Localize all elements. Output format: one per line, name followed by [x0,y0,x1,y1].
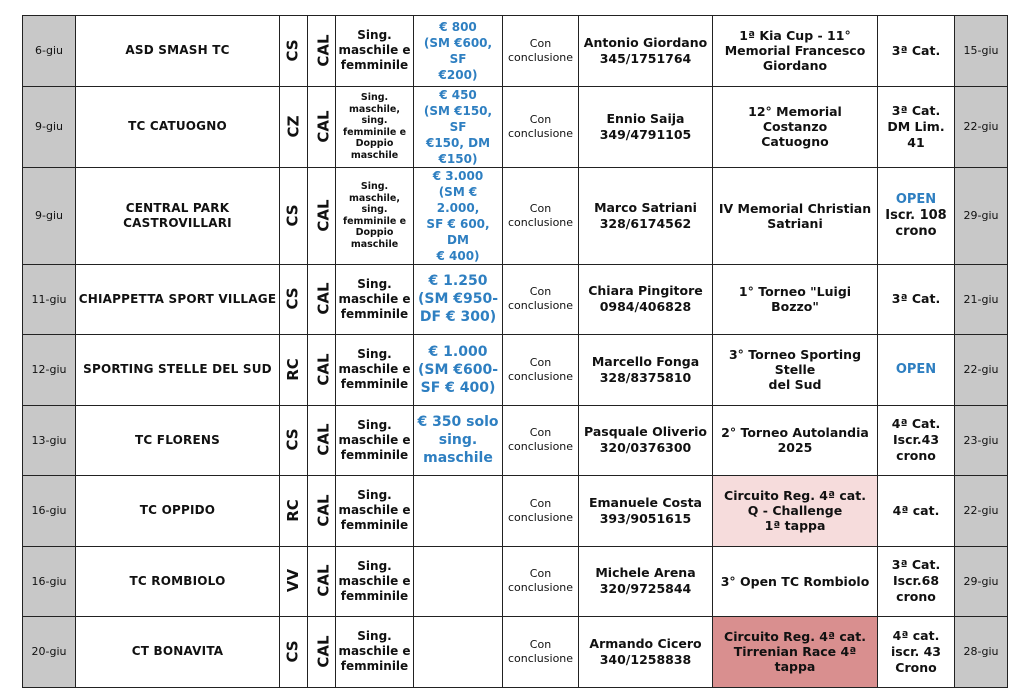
province-label: CS [284,39,302,62]
tournament-name-cell [713,264,878,335]
prize-money-line: € 350 solo [417,414,499,431]
category-line: crono [896,589,936,605]
province-label: CS [284,203,302,227]
prize-money-line: SF € 600, DM [426,216,490,247]
event-type-line: femminile [340,377,409,392]
format-cell [503,264,579,335]
contact-cell [579,264,713,335]
table-row [23,335,1008,406]
event-type-line: femminile [340,58,409,73]
category-line: crono [895,223,937,239]
category-cell [878,167,955,264]
event-type-cell [336,167,414,264]
prize-money-cell [414,617,503,688]
format-cell [503,476,579,547]
tournament-name-line: 12° Memorial Costanzo [748,104,842,134]
start-date-cell: 9-giu [23,167,76,264]
event-type-cell [336,405,414,476]
province-cell [280,167,308,264]
prize-money-cell [414,86,503,167]
tournament-name-line: 1ª tappa [764,518,826,534]
region-label: CAL [314,353,333,386]
event-type-line: maschile e [338,432,411,447]
format-line: Con [529,285,552,299]
category-line: Crono [895,659,937,675]
category-line: OPEN [895,361,937,377]
contact-line: 345/1751764 [599,50,692,66]
region-label: CAL [314,564,333,597]
table-row [23,476,1008,547]
format-line: Con [529,426,552,440]
event-type-line: femminile [340,447,409,462]
province-cell [280,86,308,167]
club-name-cell: ASD SMASH TC [76,16,280,87]
category-line: Iscr.68 [892,573,940,589]
category-line: 4ª cat. [892,502,940,518]
category-cell [878,86,955,167]
contact-line: 393/9051615 [599,510,692,526]
format-cell [503,546,579,617]
prize-money-cell [414,16,503,87]
contact-cell [579,335,713,406]
contact-line: 320/0376300 [599,440,692,456]
category-line: Iscr.43 [892,432,940,448]
prize-money-line: € 1.000 [428,343,488,360]
end-date-cell: 22-giu [955,86,1008,167]
event-type-line: Sing. [360,181,389,192]
start-date-cell: 16-giu [23,546,76,617]
tournament-table [22,15,1008,688]
start-date-cell: 6-giu [23,16,76,87]
start-date-cell: 9-giu [23,86,76,167]
category-cell [878,264,955,335]
contact-line: 328/8375810 [599,369,692,385]
province-cell [280,335,308,406]
contact-line: Pasquale Oliverio [584,424,707,440]
contact-cell [579,16,713,87]
category-cell [878,617,955,688]
province-cell [280,16,308,87]
tournament-name-line: Catuogno [761,134,829,149]
end-date-cell: 21-giu [955,264,1008,335]
format-line: Con [529,201,552,215]
tournament-name-cell [713,617,878,688]
event-type-cell [336,546,414,617]
prize-money-line: maschile [423,450,493,467]
prize-money-line: (SM €600- [417,361,499,378]
event-type-cell [336,16,414,87]
prize-money-line: € 3.000 [432,168,484,183]
category-line: 3ª Cat. [891,42,941,58]
category-cell [878,476,955,547]
event-type-line: maschile e [338,644,411,659]
event-type-line: Sing. [357,488,392,503]
province-cell [280,476,308,547]
table-row [23,617,1008,688]
tournament-name-line: 2° Torneo Autolandia [721,425,869,441]
region-cell [308,617,336,688]
contact-line: 349/4791105 [599,126,692,142]
format-cell [503,335,579,406]
prize-money-line: € 1.250 [428,273,488,290]
prize-money-cell [414,546,503,617]
start-date-cell: 11-giu [23,264,76,335]
category-line: crono [896,448,936,464]
end-date-cell: 23-giu [955,405,1008,476]
region-label: CAL [314,635,333,668]
prize-money-line: € 800 [439,19,477,34]
end-date-cell: 22-giu [955,335,1008,406]
contact-cell [579,405,713,476]
contact-line: Marcello Fonga [591,353,700,369]
province-cell [280,264,308,335]
end-date-cell: 22-giu [955,476,1008,547]
format-cell [503,167,579,264]
tournament-name-line: del Sud [768,377,822,393]
event-type-line: maschile e [338,43,411,58]
province-label: RC [284,357,302,381]
event-type-line: Sing. [357,558,392,573]
province-label: CS [284,287,302,310]
region-label: CAL [314,494,333,527]
format-line: Con [529,496,552,510]
province-cell [280,405,308,476]
contact-line: Emanuele Costa [588,494,702,510]
tournament-name-line: Circuito Reg. 4ª cat. [724,488,866,504]
tournament-name-line: 1ª Kia Cup - 11° [739,28,851,44]
prize-money-line: €200) [438,67,478,82]
category-cell [878,546,955,617]
format-line: conclusione [507,651,574,665]
club-name-cell: TC CATUOGNO [76,86,280,167]
event-type-line: Doppio [355,227,394,238]
event-type-line: Sing. [357,347,392,362]
prize-money-line: €150) [438,151,478,166]
prize-money-line: (SM €150, SF [423,103,493,134]
event-type-line: maschile e [338,503,411,518]
event-type-line: femminile [340,518,409,533]
province-label: CS [284,640,302,663]
region-cell [308,405,336,476]
event-type-line: maschile e [338,573,411,588]
region-cell [308,476,336,547]
tournament-name-cell [713,86,878,167]
format-line: conclusione [507,440,574,454]
prize-money-cell [414,405,503,476]
format-line: conclusione [507,510,574,524]
event-type-line: Sing. [357,629,392,644]
table-row [23,167,1008,264]
tournament-name-cell [713,546,878,617]
prize-money-line: DF € 300) [419,309,497,326]
format-line: conclusione [507,50,574,64]
event-type-line: femminile [340,659,409,674]
region-cell [308,546,336,617]
club-name-cell: CENTRAL PARK CASTROVILLARI [76,167,280,264]
contact-line: 328/6174562 [599,215,692,231]
end-date-cell: 15-giu [955,16,1008,87]
event-type-line: maschile, [349,192,400,204]
format-cell [503,16,579,87]
region-cell [308,264,336,335]
end-date-cell: 29-giu [955,167,1008,264]
prize-money-line: € 450 [439,87,477,102]
format-line: conclusione [507,215,574,229]
tournament-name-line: IV Memorial Christian [718,200,872,216]
province-label: RC [284,498,302,522]
contact-line: Ennio Saija [606,110,685,126]
category-cell [878,335,955,406]
contact-cell [579,546,713,617]
category-line: DM Lim. 41 [887,118,945,150]
table-row [23,86,1008,167]
category-line: OPEN [895,191,937,207]
contact-line: Armando Cicero [589,635,702,651]
tournament-name-line: Circuito Reg. 4ª cat. [724,629,866,645]
event-type-line: maschile, [349,103,400,115]
contact-cell [579,167,713,264]
category-line: iscr. 43 [890,643,941,659]
event-type-line: Doppio [355,138,394,149]
format-line: conclusione [507,369,574,383]
category-line: 4ª cat. [892,627,940,643]
region-label: CAL [314,198,333,232]
event-type-line: maschile e [338,291,411,306]
event-type-line: femminile [340,588,409,603]
region-label: CAL [314,109,333,143]
tournament-name-line: Tirrenian Race 4ª [733,644,857,660]
format-line: Con [529,567,552,581]
event-type-line: maschile e [338,362,411,377]
start-date-cell: 20-giu [23,617,76,688]
format-line: Con [529,36,552,50]
tournament-name-cell [713,405,878,476]
event-type-line: femminile e [342,215,407,227]
tournament-name-cell [713,16,878,87]
club-name-cell: SPORTING STELLE DEL SUD [76,335,280,406]
tournament-name-line: 1° Torneo "Luigi Bozzo" [738,284,852,315]
event-type-cell [336,335,414,406]
category-line: 3ª Cat. [891,291,941,307]
format-line: conclusione [507,581,574,595]
tournament-name-cell [713,167,878,264]
region-cell [308,16,336,87]
table-row [23,264,1008,335]
prize-money-line: sing. [438,432,478,449]
event-type-line: femminile [340,306,409,321]
event-type-line: sing. [361,204,388,215]
prize-money-cell [414,167,503,264]
prize-money-line: € 400) [436,248,480,263]
contact-line: 340/1258838 [599,651,692,667]
event-type-line: Sing. [357,417,392,432]
province-label: CZ [283,115,302,137]
format-line: Con [529,112,552,126]
event-type-line: Sing. [357,28,392,43]
table-row [23,546,1008,617]
prize-money-line: (SM € 2.000, [436,184,480,215]
end-date-cell: 29-giu [955,546,1008,617]
contact-line: Marco Satriani [594,199,697,215]
event-type-line: femminile e [342,126,407,138]
region-label: CAL [314,34,333,67]
format-line: conclusione [507,299,574,313]
region-cell [308,335,336,406]
prize-money-line: (SM €600, SF [423,35,493,66]
club-name-cell: TC ROMBIOLO [76,546,280,617]
event-type-cell [336,476,414,547]
event-type-line: Sing. [360,92,389,103]
category-cell [878,405,955,476]
tournament-name-line: 3° Torneo Sporting Stelle [728,347,862,378]
tournament-name-cell [713,476,878,547]
end-date-cell: 28-giu [955,617,1008,688]
contact-cell [579,476,713,547]
format-cell [503,405,579,476]
start-date-cell: 16-giu [23,476,76,547]
province-label: CS [284,428,302,451]
category-line: 3ª Cat. [891,102,941,118]
event-type-cell [336,86,414,167]
tournament-name-line: Memorial Francesco [724,43,866,59]
format-line: Con [529,355,552,369]
start-date-cell: 12-giu [23,335,76,406]
province-cell [280,546,308,617]
contact-line: 320/9725844 [599,581,692,597]
contact-line: 0984/406828 [599,299,692,315]
tournament-name-line: Satriani [767,215,823,231]
prize-money-line: €150, DM [425,135,491,150]
prize-money-line: SF € 400) [420,379,496,396]
club-name-cell: CT BONAVITA [76,617,280,688]
prize-money-line: (SM €950- [417,291,499,308]
region-label: CAL [314,282,333,315]
event-type-line: Sing. [357,276,392,291]
tournament-name-line: 2025 [777,440,813,456]
event-type-line: maschile [350,149,399,161]
tournament-name-line: Q - Challenge [747,503,843,519]
contact-cell [579,617,713,688]
format-cell [503,617,579,688]
prize-money-cell [414,264,503,335]
tournament-name-line: tappa [774,659,816,675]
region-cell [308,86,336,167]
category-line: 4ª Cat. [891,416,941,432]
region-cell [308,167,336,264]
category-cell [878,16,955,87]
table-body [23,16,1008,688]
event-type-line: sing. [361,115,388,126]
club-name-cell: TC OPPIDO [76,476,280,547]
format-line: conclusione [507,126,574,140]
prize-money-cell [414,335,503,406]
region-label: CAL [314,423,333,456]
table-row [23,16,1008,87]
tournament-name-line: Giordano [762,58,828,74]
province-label: VV [284,569,302,593]
event-type-line: maschile [350,238,399,250]
club-name-cell: CHIAPPETTA SPORT VILLAGE [76,264,280,335]
format-line: Con [529,637,552,651]
format-cell [503,86,579,167]
tournament-name-line: 3° Open TC Rombiolo [720,573,870,589]
category-line: Iscr. 108 [885,207,947,223]
contact-cell [579,86,713,167]
table-row [23,405,1008,476]
start-date-cell: 13-giu [23,405,76,476]
event-type-cell [336,264,414,335]
category-line: 3ª Cat. [891,557,941,573]
tournament-name-cell [713,335,878,406]
province-cell [280,617,308,688]
prize-money-cell [414,476,503,547]
contact-line: Antonio Giordano [583,34,708,50]
contact-line: Michele Arena [595,565,696,581]
club-name-cell: TC FLORENS [76,405,280,476]
contact-line: Chiara Pingitore [588,283,703,299]
event-type-cell [336,617,414,688]
